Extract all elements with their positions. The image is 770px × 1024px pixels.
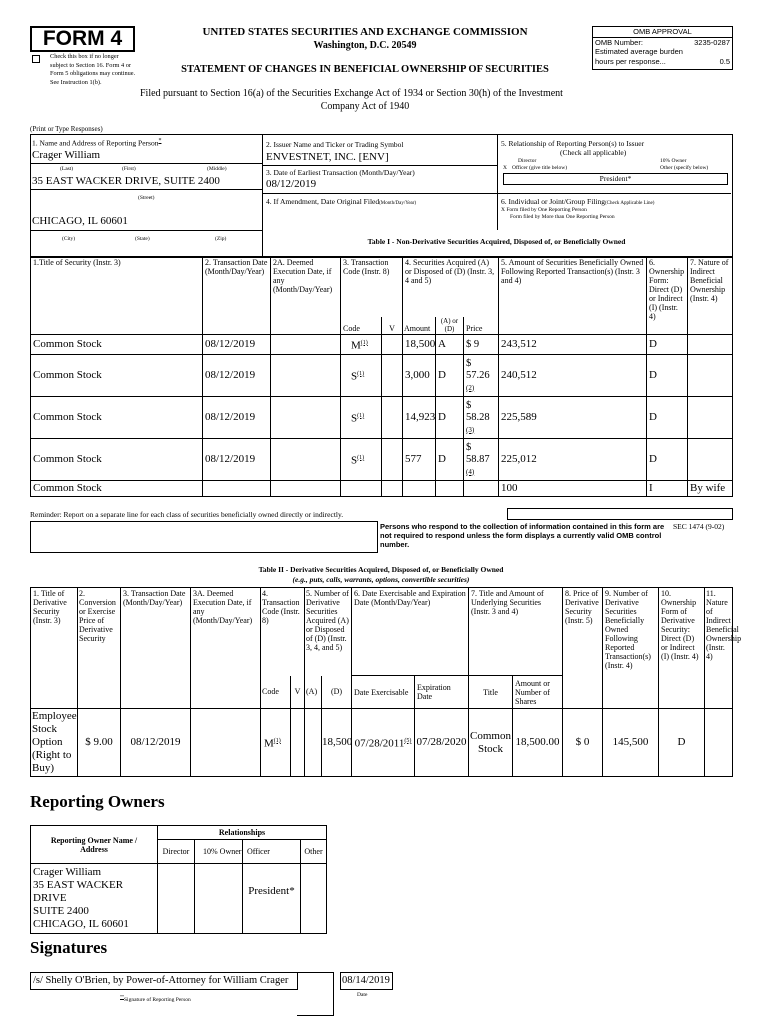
reporting-person-street: 35 EAST WACKER DRIVE, SUITE 2400 xyxy=(32,175,220,187)
table2-header-underlying: 7. Title and Amount of Underlying Securities (Instr. 3 and 4) xyxy=(469,588,563,676)
deriv-disposed: 18,500 xyxy=(322,709,352,777)
middle-name-label: (Middle) xyxy=(207,166,227,172)
deriv-underlying: Common Stock xyxy=(469,709,513,777)
deriv-date: 08/12/2019 xyxy=(121,709,191,777)
table2-subheader-code: Code xyxy=(261,676,291,709)
row-v xyxy=(382,481,403,497)
omb-hours: 0.5 xyxy=(719,56,730,66)
persons-notice: Persons who respond to the collection of information contained in this form are not required to respond unless the form displays a currently valid OMB control number. xyxy=(380,522,665,549)
reminder-box-right xyxy=(507,508,733,520)
owner-officer-value: President* xyxy=(243,864,301,934)
table1-row xyxy=(31,335,733,355)
row-title: Common Stock xyxy=(31,481,203,497)
table2-subheader-v: V xyxy=(291,676,305,709)
table1 xyxy=(30,256,733,497)
row-title: Common Stock xyxy=(31,439,203,481)
table2-header-deemed: 3A. Deemed Execution Date, if any (Month/Day/Year) xyxy=(191,588,261,709)
table1-row xyxy=(31,355,733,397)
owner-officer-header: Officer xyxy=(243,840,301,864)
agency-location: Washington, D.C. 20549 xyxy=(313,40,417,51)
table1-header-acquired: 4. Securities Acquired (A) or Disposed of (D) (Instr. 3, 4 and 5) xyxy=(403,257,499,317)
row-deemed xyxy=(271,481,341,497)
director-option: Director xyxy=(518,158,537,164)
state-label: (State) xyxy=(135,236,150,242)
deriv-conversion: $ 9.00 xyxy=(78,709,121,777)
reporting-person-label: 1. Name and Address of Reporting Person* xyxy=(32,138,162,148)
owner-name-header: Reporting Owner Name / Address xyxy=(31,826,158,864)
row-amount: 14,923 xyxy=(403,397,436,439)
row-code xyxy=(341,481,382,497)
agency-name: UNITED STATES SECURITIES AND EXCHANGE COMMISSION xyxy=(202,26,528,38)
row-date: 08/12/2019 xyxy=(203,439,271,481)
omb-number-label: OMB Number: xyxy=(595,37,643,47)
row-price: $ 58.28 (3) xyxy=(464,397,499,439)
deriv-form: D xyxy=(659,709,705,777)
table2-subheader-a: (A) xyxy=(305,676,322,709)
table1-header-date: 2. Transaction Date (Month/Day/Year) xyxy=(203,257,271,335)
row-price: $ 57.26 (2) xyxy=(464,355,499,397)
table1-row xyxy=(31,397,733,439)
row-owned: 225,589 xyxy=(499,397,647,439)
filing-label: 6. Individual or Joint/Group Filing(Check Applicable Line) xyxy=(501,197,655,206)
table1-subheader-code: Code xyxy=(341,317,382,335)
filing-more-persons[interactable]: Form filed by More than One Reporting Person xyxy=(510,214,615,220)
row-amount: 577 xyxy=(403,439,436,481)
relationship-sub: (Check all applicable) xyxy=(560,148,627,157)
row-date: 08/12/2019 xyxy=(203,397,271,439)
table2 xyxy=(30,587,742,777)
issuer-value: ENVESTNET, INC. [ENV] xyxy=(266,151,389,163)
earliest-date-value: 08/12/2019 xyxy=(266,178,317,190)
row-nature xyxy=(688,355,733,397)
row-form: D xyxy=(647,335,688,355)
omb-hours-label: hours per response... xyxy=(595,56,666,66)
table2-header-form: 10. Ownership Form of Derivative Security: Direct (D) or Indirect (I) (Instr. 4) xyxy=(659,588,705,709)
row-v xyxy=(382,355,403,397)
table2-header-price: 8. Price of Derivative Security (Instr. 5) xyxy=(563,588,603,709)
row-amount: 18,500 xyxy=(403,335,436,355)
owner-director-header: Director xyxy=(158,840,195,864)
reminder-text: Reminder: Report on a separate line for each class of securities beneficially owned directly or indirectly. xyxy=(30,510,344,519)
row-price: $ 9 xyxy=(464,335,499,355)
zip-label: (Zip) xyxy=(215,236,227,242)
row-v xyxy=(382,439,403,481)
deriv-title: Employee Stock Option (Right to Buy) xyxy=(31,709,78,777)
row-amount: 3,000 xyxy=(403,355,436,397)
row-form: D xyxy=(647,355,688,397)
deriv-expiration: 07/28/2020 xyxy=(415,709,469,777)
row-amount xyxy=(403,481,436,497)
table2-row xyxy=(31,709,733,777)
row-date: 08/12/2019 xyxy=(203,335,271,355)
table2-subheader-date-exercisable: Date Exercisable xyxy=(352,676,415,709)
row-nature xyxy=(688,397,733,439)
table1-subheader-price: Price xyxy=(464,317,499,335)
amendment-label: 4. If Amendment, Date Original Filed(Month/Day/Year) xyxy=(266,197,417,206)
table1-subheader-v: V xyxy=(382,317,403,335)
row-aord: D xyxy=(436,355,464,397)
table1-title: Table I - Non-Derivative Securities Acquired, Disposed of, or Beneficially Owned xyxy=(367,237,626,246)
row-deemed xyxy=(271,355,341,397)
deriv-code: M$^{(1)}$ xyxy=(261,709,291,777)
table1-subheader-amount: Amount xyxy=(403,317,436,335)
table2-header-exercisable: 6. Date Exercisable and Expiration Date (Month/Day/Year) xyxy=(352,588,469,676)
reporting-owners-heading: Reporting Owners xyxy=(30,792,165,811)
owner-other-header: Other xyxy=(301,840,327,864)
table2-subheader-d: (D) xyxy=(322,676,352,709)
table1-header-owned: 5. Amount of Securities Beneficially Owned Following Reported Transaction(s) (Instr. 3 and 4) xyxy=(499,257,647,335)
row-form: D xyxy=(647,439,688,481)
row-aord: A xyxy=(436,335,464,355)
relationship-label: 5. Relationship of Reporting Person(s) to Issuer xyxy=(501,139,645,148)
table2-header-owned: 9. Number of Derivative Securities Beneficially Owned Following Reported Transaction(s) (Instr. 4) xyxy=(603,588,659,709)
owner-ten-percent-header: 10% Owner xyxy=(195,840,243,864)
officer-option: Officer (give title below) xyxy=(512,165,568,171)
street-label: (Street) xyxy=(138,195,155,201)
filed-pursuant-line2: Company Act of 1940 xyxy=(320,101,410,112)
filed-pursuant-line1: Filed pursuant to Section 16(a) of the Securities Exchange Act of 1934 or Section 30(h) of the Investment xyxy=(140,88,563,99)
omb-approval-box xyxy=(592,26,733,70)
table2-header-conversion: 2. Conversion or Exercise Price of Derivative Security xyxy=(78,588,121,709)
owner-address: Crager William 35 EAST WACKER DRIVE SUITE 2400 CHICAGO, IL 60601 xyxy=(31,864,158,934)
row-date: 08/12/2019 xyxy=(203,355,271,397)
row-owned: 243,512 xyxy=(499,335,647,355)
row-v xyxy=(382,397,403,439)
table2-title: Table II - Derivative Securities Acquired, Disposed of, or Beneficially Owned xyxy=(258,565,504,574)
date-label: Date xyxy=(357,992,368,998)
deriv-exercisable: 07/28/2011$^{(5)}$ xyxy=(352,709,415,777)
row-owned: 225,012 xyxy=(499,439,647,481)
deriv-price: $ 0 xyxy=(563,709,603,777)
row-aord: D xyxy=(436,397,464,439)
row-owned: 240,512 xyxy=(499,355,647,397)
last-name-label: (Last) xyxy=(60,166,74,172)
checkbox-note: Check this box if no longer subject to Section 16. Form 4 or Form 5 obligations may continue. See Instruction 1(b). xyxy=(50,53,136,86)
officer-mark[interactable]: X xyxy=(503,165,507,171)
table2-header-nature: 11. Nature of Indirect Beneficial Ownership (Instr. 4) xyxy=(705,588,733,709)
earliest-date-label: 3. Date of Earliest Transaction (Month/Day/Year) xyxy=(266,168,415,177)
row-nature xyxy=(688,335,733,355)
deriv-shares: 18,500.00 xyxy=(513,709,563,777)
city-label: (City) xyxy=(62,236,76,242)
signature-label: **Signature of Reporting Person xyxy=(120,994,191,1003)
form-title: FORM 4 xyxy=(30,26,135,52)
signature-date: 08/14/2019 xyxy=(342,975,390,986)
table1-header-form: 6. Ownership Form: Direct (D) or Indirect (I) (Instr. 4) xyxy=(647,257,688,335)
table2-header-title: 1. Title of Derivative Security (Instr. 3) xyxy=(31,588,78,709)
row-form: I xyxy=(647,481,688,497)
row-nature: By wife xyxy=(688,481,733,497)
table1-header-deemed: 2A. Deemed Execution Date, if any (Month/Day/Year) xyxy=(271,257,341,335)
reminder-box-left xyxy=(30,521,378,553)
omb-number: 3235-0287 xyxy=(694,37,730,47)
table1-header-code: 3. Transaction Code (Instr. 8) xyxy=(341,257,403,317)
filing-one-person[interactable]: X Form filed by One Reporting Person xyxy=(501,207,587,213)
officer-title: President* xyxy=(503,173,728,185)
row-deemed xyxy=(271,397,341,439)
table2-subheader-expiration: Expiration Date xyxy=(415,676,469,709)
first-name-label: (First) xyxy=(122,166,136,172)
table2-subtitle: (e.g., puts, calls, warrants, options, convertible securities) xyxy=(292,575,470,584)
row-title: Common Stock xyxy=(31,355,203,397)
table2-header-code: 4. Transaction Code (Instr. 8) xyxy=(261,588,305,676)
row-deemed xyxy=(271,335,341,355)
row-aord xyxy=(436,481,464,497)
deriv-owned: 145,500 xyxy=(603,709,659,777)
signature-text: /s/ Shelly O'Brien, by Power-of-Attorney for William Crager xyxy=(33,975,289,986)
row-date xyxy=(203,481,271,497)
table1-header-title: 1.Title of Security (Instr. 3) xyxy=(31,257,203,335)
row-owned: 100 xyxy=(499,481,647,497)
row-price xyxy=(464,481,499,497)
table1-row xyxy=(31,439,733,481)
row-aord: D xyxy=(436,439,464,481)
table2-subheader-amount: Amount or Number of Shares xyxy=(513,676,563,709)
sec-form-number: SEC 1474 (9-02) xyxy=(673,522,725,531)
table1-subheader-aord: (A) or (D) xyxy=(436,317,464,335)
table2-subheader-title: Title xyxy=(469,676,513,709)
reporting-owners-table xyxy=(30,825,327,934)
table2-header-number: 5. Number of Derivative Securities Acquired (A) or Disposed of (D) (Instr. 3, 4, and 5) xyxy=(305,588,352,676)
row-title: Common Stock xyxy=(31,335,203,355)
row-nature xyxy=(688,439,733,481)
print-type-note: (Print or Type Responses) xyxy=(30,125,103,133)
row-form: D xyxy=(647,397,688,439)
owner-row xyxy=(31,864,327,934)
reporting-person-city: CHICAGO, IL 60601 xyxy=(32,215,128,227)
omb-title: OMB APPROVAL xyxy=(593,27,732,38)
relationships-header: Relationships xyxy=(158,826,327,840)
no-longer-subject-checkbox[interactable] xyxy=(32,55,40,63)
ten-percent-owner-option: 10% Owner xyxy=(660,158,687,164)
reporting-person-name: Crager William xyxy=(32,149,101,161)
issuer-label: 2. Issuer Name and Ticker or Trading Symbol xyxy=(266,140,404,149)
table2-header-date: 3. Transaction Date (Month/Day/Year) xyxy=(121,588,191,709)
omb-burden: Estimated average burden xyxy=(595,47,683,56)
row-code: S$^{(1)}$ xyxy=(341,397,382,439)
table1-header-nature: 7. Nature of Indirect Beneficial Ownership (Instr. 4) xyxy=(688,257,733,335)
other-option: Other (specify below) xyxy=(660,165,709,171)
row-title: Common Stock xyxy=(31,397,203,439)
statement-title: STATEMENT OF CHANGES IN BENEFICIAL OWNERSHIP OF SECURITIES xyxy=(181,64,549,75)
signatures-heading: Signatures xyxy=(30,938,108,957)
row-code: S$^{(1)}$ xyxy=(341,439,382,481)
table1-row xyxy=(31,481,733,497)
row-price: $ 58.87 (4) xyxy=(464,439,499,481)
row-code: S$^{(1)}$ xyxy=(341,355,382,397)
row-deemed xyxy=(271,439,341,481)
row-v xyxy=(382,335,403,355)
row-code: M$^{(1)}$ xyxy=(341,335,382,355)
